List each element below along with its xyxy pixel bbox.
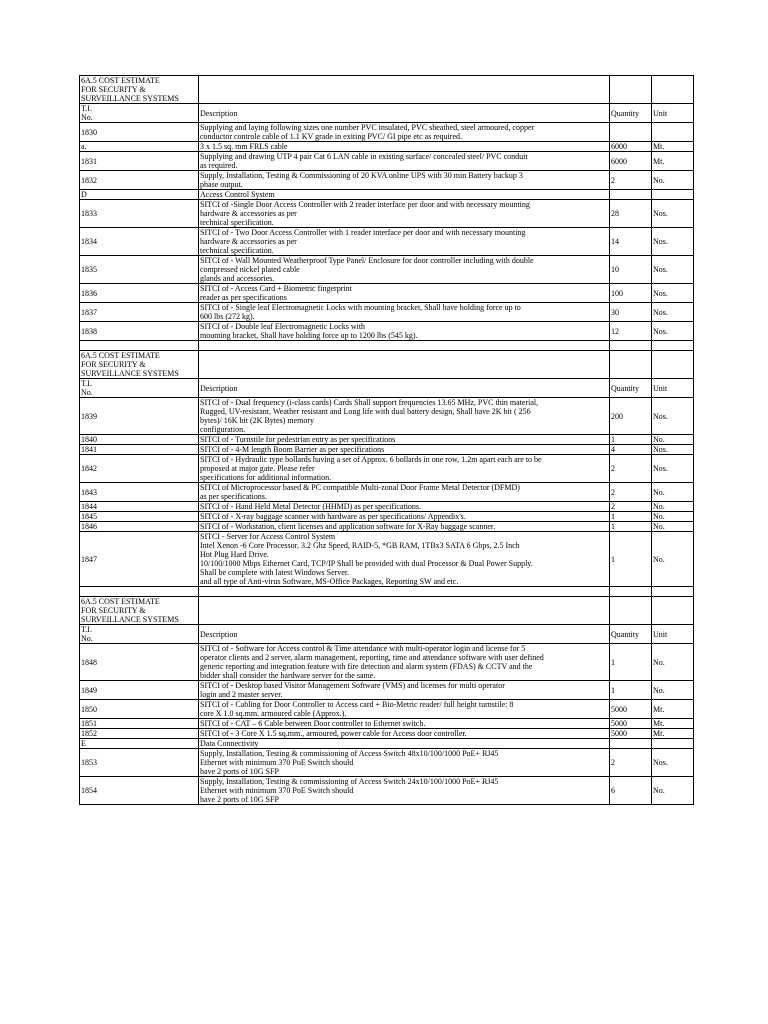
ti-no-cell: T.I. No. [80, 104, 199, 123]
ti-no-cell: 1854 [80, 777, 199, 805]
table-row [80, 435, 694, 445]
description-cell: SITCI of -Single Door Access Controller with 2 reader interface per door and with necessary mounting hardware & accessories as per technical specification. [199, 200, 610, 228]
ti-no-cell: 6A.5 COST ESTIMATE FOR SECURITY & SURVEILLANCE SYSTEMS [80, 597, 199, 625]
table-row [80, 729, 694, 739]
quantity-cell: 28 [610, 200, 652, 228]
unit-cell [652, 587, 694, 597]
quantity-cell: 30 [610, 303, 652, 322]
ti-no-cell: 6A.5 COST ESTIMATE FOR SECURITY & SURVEILLANCE SYSTEMS [80, 351, 199, 379]
description-cell [199, 597, 610, 625]
table-row [80, 303, 694, 322]
table-row [80, 152, 694, 171]
quantity-cell [610, 351, 652, 379]
ti-no-cell: 1845 [80, 512, 199, 522]
description-cell: SITCI of - Software for Access control & Time attendance with multi-operator login and license for 5 operator clients and 2 server, alarm management, reporting, time and attendance software with user defined generic reporting and integration feature with fire detection and alarm system (FDAS) & CCTV and the bidder shall consider the hardware server for the same. [199, 644, 610, 681]
unit-cell: Mt. [652, 152, 694, 171]
table-row [80, 445, 694, 455]
quantity-cell [610, 587, 652, 597]
description-cell: SITCI of - Workstation, client licenses and application software for X-Ray baggage scanner. [199, 522, 610, 532]
ti-no-cell: 1833 [80, 200, 199, 228]
quantity-cell: 5000 [610, 700, 652, 719]
section-title-row [80, 597, 694, 625]
description-cell: SITCI - Server for Access Control System Intel Xenon -6 Core Processor, 3.2 Ghz Speed, RAID-5, *GB RAM, 1TBx3 SATA 6 Gbps, 2.5 Inch Hot Plug Hard Drive. 10/100/1000 Mbps Ethernet Card, TCP/IP Shall be provided with dual Processor & Dual Power Supply. Shall be complete with latest Windows Server. and all type of Anti-virus Software, MS-Office Packages, Reporting SW and etc. [199, 532, 610, 587]
spacer-row [80, 587, 694, 597]
quantity-cell: 2 [610, 171, 652, 190]
description-cell [199, 76, 610, 104]
quantity-cell: 1 [610, 522, 652, 532]
description-cell [199, 341, 610, 351]
description-cell: SITCI of - Turnstile for pedestrian entry as per specifications [199, 435, 610, 445]
description-cell: SITCI of - Hydraulic type bollards having a set of Approx. 6 bollards in one row, 1.2m apart each are to be proposed at major gate. Please refer specifications for additional information. [199, 455, 610, 483]
ti-no-cell: 1835 [80, 256, 199, 284]
ti-no-cell: 1836 [80, 284, 199, 303]
unit-cell: Nos. [652, 200, 694, 228]
quantity-cell: Quantity [610, 379, 652, 398]
unit-cell: Unit [652, 104, 694, 123]
ti-no-cell: 1830 [80, 123, 199, 142]
description-cell: Description [199, 104, 610, 123]
table-row [80, 322, 694, 341]
section-title-row [80, 76, 694, 104]
table-row [80, 719, 694, 729]
cost-estimate-table [79, 75, 694, 805]
unit-cell: No. [652, 532, 694, 587]
table-row [80, 532, 694, 587]
ti-no-cell: 1842 [80, 455, 199, 483]
unit-cell: Nos. [652, 284, 694, 303]
quantity-cell: 2 [610, 502, 652, 512]
ti-no-cell: 1851 [80, 719, 199, 729]
description-cell: SITCI of - Two Door Access Controller with 1 reader interface per door and with necessary mounting hardware & accessories as per technical specification. [199, 228, 610, 256]
ti-no-cell: E [80, 739, 199, 749]
description-cell: Supply, Installation, Testing & Commissioning of 20 KVA online UPS with 30 min Battery backup 3 phase output. [199, 171, 610, 190]
unit-cell: No. [652, 512, 694, 522]
ti-no-cell: 1850 [80, 700, 199, 719]
ti-no-cell [80, 341, 199, 351]
unit-cell: No. [652, 522, 694, 532]
quantity-cell: Quantity [610, 104, 652, 123]
description-cell: Description [199, 379, 610, 398]
unit-cell [652, 123, 694, 142]
description-cell: Supplying and drawing UTP 4 pair Cat 6 LAN cable in existing surface/ concealed steel/ PVC conduit as required. [199, 152, 610, 171]
quantity-cell: 6 [610, 777, 652, 805]
ti-no-cell: T.I. No. [80, 379, 199, 398]
quantity-cell: 1 [610, 435, 652, 445]
description-cell: SITCI of - Wall Mounted Weatherproof Type Panel/ Enclosure for door controller including with double compressed nickel plated cable glands and accessories. [199, 256, 610, 284]
table-row [80, 777, 694, 805]
quantity-cell: Quantity [610, 625, 652, 644]
quantity-cell: 1 [610, 644, 652, 681]
unit-cell: No. [652, 483, 694, 502]
table-row [80, 200, 694, 228]
description-cell: Data Connectivity [199, 739, 610, 749]
table-row [80, 190, 694, 200]
quantity-cell: 200 [610, 398, 652, 435]
table-row [80, 749, 694, 777]
unit-cell: Unit [652, 625, 694, 644]
unit-cell [652, 597, 694, 625]
unit-cell: No. [652, 681, 694, 700]
quantity-cell: 100 [610, 284, 652, 303]
ti-no-cell: 1849 [80, 681, 199, 700]
description-cell: SITCI of - Hand Held Metal Detector (HHMD) as per specifications. [199, 502, 610, 512]
unit-cell: Nos. [652, 256, 694, 284]
ti-no-cell: 1844 [80, 502, 199, 512]
ti-no-cell: 1832 [80, 171, 199, 190]
ti-no-cell: a. [80, 142, 199, 152]
section-title-row [80, 351, 694, 379]
spacer-row [80, 341, 694, 351]
description-cell: SITCI of - Cabling for Door Controller to Access card + Bio-Metric reader/ full height turnstile: 8 core X 1.0 sq.mm. armoured cable (Approx.). [199, 700, 610, 719]
quantity-cell: 14 [610, 228, 652, 256]
ti-no-cell: 1837 [80, 303, 199, 322]
quantity-cell: 12 [610, 322, 652, 341]
ti-no-cell: 1848 [80, 644, 199, 681]
unit-cell [652, 76, 694, 104]
description-cell: SITCI of - Double leaf Electromagnetic Locks with mounting bracket, Shall have holding force up to 1200 lbs (545 kg). [199, 322, 610, 341]
table-row [80, 284, 694, 303]
quantity-cell [610, 739, 652, 749]
description-cell: Supply, Installation, Testing & commissioning of Access Switch 48x10/100/1000 PoE+ RJ45 Ethernet with minimum 370 PoE Switch should have 2 ports of 10G SFP [199, 749, 610, 777]
unit-cell: Unit [652, 379, 694, 398]
table-row [80, 522, 694, 532]
quantity-cell [610, 123, 652, 142]
quantity-cell: 1 [610, 512, 652, 522]
ti-no-cell: D [80, 190, 199, 200]
unit-cell: Nos. [652, 303, 694, 322]
ti-no-cell: 1852 [80, 729, 199, 739]
table-row [80, 256, 694, 284]
ti-no-cell: 1834 [80, 228, 199, 256]
unit-cell [652, 341, 694, 351]
ti-no-cell: 6A.5 COST ESTIMATE FOR SECURITY & SURVEILLANCE SYSTEMS [80, 76, 199, 104]
table-row [80, 502, 694, 512]
table-row [80, 398, 694, 435]
table-row [80, 483, 694, 502]
quantity-cell [610, 76, 652, 104]
unit-cell: Nos. [652, 749, 694, 777]
quantity-cell [610, 341, 652, 351]
description-cell: SITCI of - 4-M length Boom Barrier as per specifications [199, 445, 610, 455]
table-row [80, 228, 694, 256]
description-cell: SITCI of - Dual frequency (i-class cards) Cards Shall support frequencies 13.65 MHz, PVC thin material, Rugged, UV-resistant, Weather resistant and Long life with dual battery design, Shall have 2K bit ( 256 bytes)/ 16K bit (2K Bytes) memory configuration. [199, 398, 610, 435]
unit-cell: Nos. [652, 398, 694, 435]
column-header-row [80, 625, 694, 644]
unit-cell [652, 351, 694, 379]
unit-cell: No. [652, 777, 694, 805]
unit-cell: No. [652, 644, 694, 681]
ti-no-cell: 1846 [80, 522, 199, 532]
ti-no-cell: 1843 [80, 483, 199, 502]
ti-no-cell: 1838 [80, 322, 199, 341]
ti-no-cell: 1839 [80, 398, 199, 435]
unit-cell: Nos. [652, 455, 694, 483]
unit-cell [652, 190, 694, 200]
unit-cell: No. [652, 435, 694, 445]
description-cell: SITCI of Microprocessor based & PC compatible Multi-zonal Door Frame Metal Detector (DFMD) as per specifications. [199, 483, 610, 502]
column-header-row [80, 104, 694, 123]
quantity-cell: 2 [610, 483, 652, 502]
ti-no-cell: T.I. No. [80, 625, 199, 644]
unit-cell: No. [652, 502, 694, 512]
table-row [80, 739, 694, 749]
quantity-cell [610, 190, 652, 200]
quantity-cell: 6000 [610, 152, 652, 171]
quantity-cell: 2 [610, 749, 652, 777]
unit-cell: Mt. [652, 729, 694, 739]
ti-no-cell [80, 587, 199, 597]
quantity-cell: 2 [610, 455, 652, 483]
description-cell: 3 x 1.5 sq. mm FRLS cable [199, 142, 610, 152]
description-cell: SITCI of - CAT – 6 Cable between Door controller to Ethernet switch. [199, 719, 610, 729]
unit-cell: Mt. [652, 700, 694, 719]
description-cell [199, 351, 610, 379]
table-row [80, 171, 694, 190]
quantity-cell: 4 [610, 445, 652, 455]
unit-cell [652, 739, 694, 749]
unit-cell: Mt. [652, 142, 694, 152]
table-body [80, 76, 694, 805]
description-cell [199, 587, 610, 597]
description-cell: SITCI of - X-ray baggage scanner with hardware as per specifications/ Appendix's. [199, 512, 610, 522]
table-row [80, 700, 694, 719]
description-cell: SITCI of - Desktop based Visitor Management Software (VMS) and licenses for multi operator login and 2 master server. [199, 681, 610, 700]
table-row [80, 123, 694, 142]
unit-cell: No. [652, 171, 694, 190]
quantity-cell: 10 [610, 256, 652, 284]
table-row [80, 142, 694, 152]
unit-cell: Mt. [652, 719, 694, 729]
description-cell: SITCI of - 3 Core X 1.5 sq.mm., armoured, power cable for Access door controller. [199, 729, 610, 739]
table-row [80, 644, 694, 681]
quantity-cell: 5000 [610, 729, 652, 739]
description-cell: SITCI of - Single leaf Electromagnetic Locks with mounting bracket, Shall have holding force up to 600 lbs (272 kg). [199, 303, 610, 322]
description-cell: Supplying and laying following sizes one number PVC insulated, PVC sheathed, steel armoured, copper conductor controle cable of 1.1 KV grade in exiting PVC/ GI pipe etc as required. [199, 123, 610, 142]
ti-no-cell: 1853 [80, 749, 199, 777]
quantity-cell: 1 [610, 681, 652, 700]
table-row [80, 512, 694, 522]
unit-cell: Nos. [652, 445, 694, 455]
description-cell: Access Control System [199, 190, 610, 200]
description-cell: SITCI of - Access Card + Biometric fingerprint reader as per specifications [199, 284, 610, 303]
ti-no-cell: 1831 [80, 152, 199, 171]
ti-no-cell: 1841 [80, 445, 199, 455]
ti-no-cell: 1847 [80, 532, 199, 587]
quantity-cell: 6000 [610, 142, 652, 152]
quantity-cell [610, 597, 652, 625]
unit-cell: Nos. [652, 228, 694, 256]
quantity-cell: 5000 [610, 719, 652, 729]
column-header-row [80, 379, 694, 398]
description-cell: Supply, Installation, Testing & commissioning of Access Switch 24x10/100/1000 PoE+ RJ45 Ethernet with minimum 370 PoE Switch should have 2 ports of 10G SFP [199, 777, 610, 805]
table-row [80, 455, 694, 483]
quantity-cell: 1 [610, 532, 652, 587]
description-cell: Description [199, 625, 610, 644]
unit-cell: Nos. [652, 322, 694, 341]
table-row [80, 681, 694, 700]
ti-no-cell: 1840 [80, 435, 199, 445]
